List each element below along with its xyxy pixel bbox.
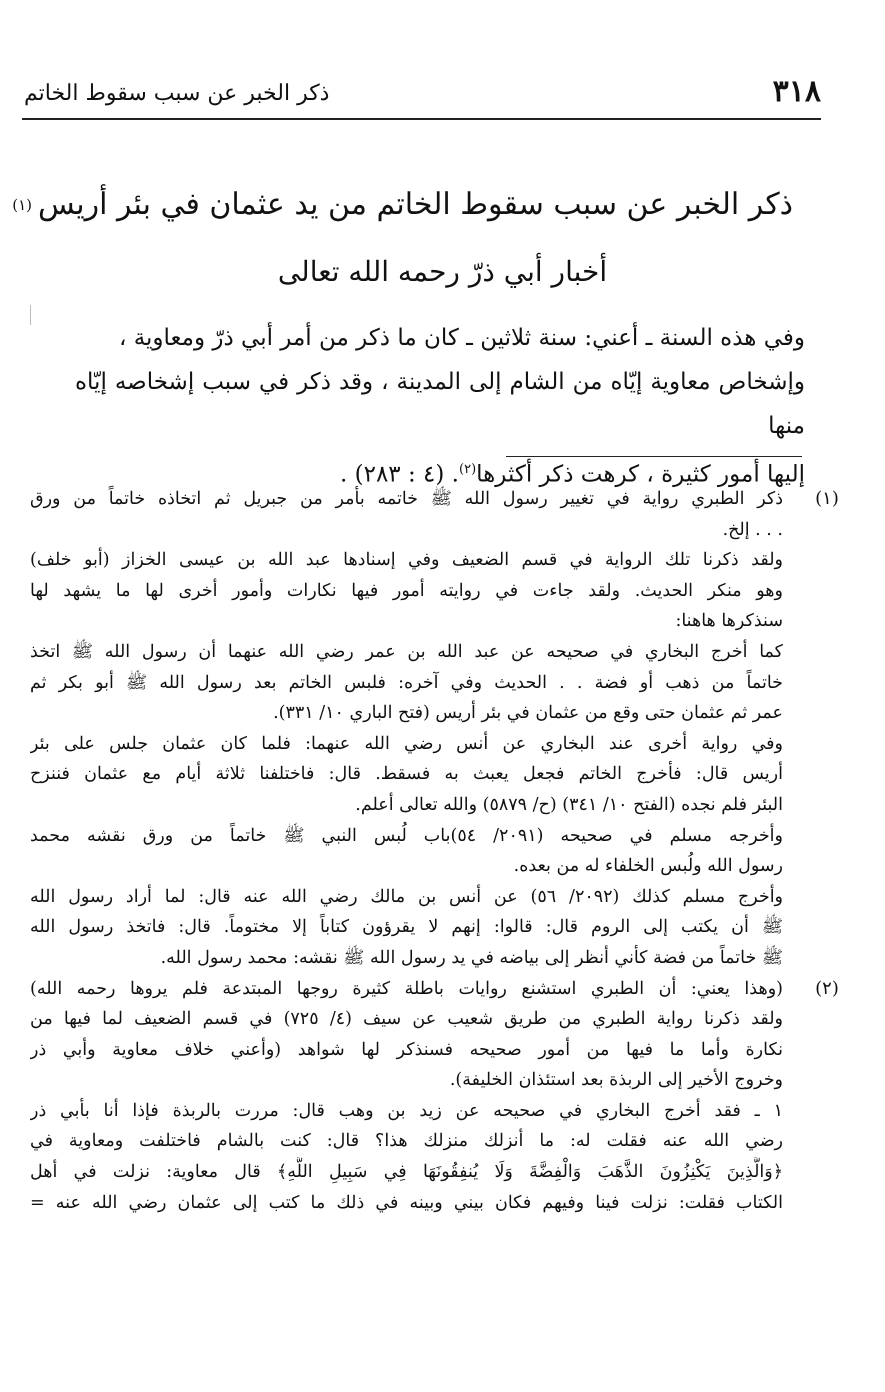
chapter-title-text: ذكر الخبر عن سبب سقوط الخاتم من يد عثمان في بئر أريس: [38, 187, 793, 222]
footnote-line: خاتماً من ذهب أو فضة . . الحديث وفي آخره: فلبس الخاتم بعد رسول الله ﷺ أبو بكر ثم: [30, 672, 783, 693]
body-footnote-ref: (٢): [459, 462, 477, 477]
footnote-separator: [506, 456, 802, 457]
footnote-line: ذكر الطبري رواية في تغيير رسول الله ﷺ خاتمه بأمر من جبريل ثم اتخاذه خاتماً من ورق: [30, 489, 783, 509]
footnotes: [30, 484, 855, 1218]
footnote-number: (٢): [815, 977, 839, 999]
footnote-line: وخروج الأخير إلى الربذة بعد استئذان الخليفة).: [449, 1070, 783, 1091]
footnote-line: سنذكرها هاهنا:: [675, 611, 783, 632]
footnote-line: . . . إلخ.: [722, 519, 783, 540]
body-line-citation: . (٤ : ٢٨٣) .: [339, 461, 459, 488]
footnote-line: ﷺ خاتماً من فضة كأني أنظر إلى بياضه في يد رسول الله ﷺ نقشه: محمد رسول الله.: [160, 947, 783, 968]
chapter-footnote-ref: (١): [12, 196, 33, 214]
chapter-title: [12, 182, 793, 228]
footnote-line: ﴿وَالَّذِينَ يَكْنِزُونَ الذَّهَبَ وَالْفِضَّةَ وَلَا يُنفِقُونَهَا فِي سَبِيلِ اللَّهِ﴾ قال معاوية: نزلت في أهل: [30, 1162, 783, 1183]
footnote-line: البئر فلم نجده (الفتح ١٠/ ٣٤١) (ح/ ٥٨٧٩) والله تعالى أعلم.: [355, 794, 783, 815]
margin-tick: [30, 305, 32, 325]
running-title: ذكر الخبر عن سبب سقوط الخاتم: [24, 81, 330, 106]
section-title: أخبار أبي ذرّ رحمه الله تعالى: [277, 255, 608, 288]
body-line-text: إليها أمور كثيرة ، كرهت ذكر أكثرها: [476, 461, 805, 488]
footnote-line: (وهذا يعني: أن الطبري استشنع روايات باطلة كثيرة روجها المبتدعة فلم يروها رحمه الله): [30, 978, 783, 999]
running-head: [24, 72, 821, 116]
body-line: وفي هذه السنة ـ أعني: سنة ثلاثين ـ كان ما ذكر من أمر أبي ذرّ ومعاوية ،: [118, 325, 805, 351]
footnote-line: نكارة وأما ما فيها من أمور صحيحه فسنذكر لها شواهد (وأعني خلاف معاوية وأبي ذر: [30, 1039, 783, 1060]
header-rule: [22, 118, 821, 120]
page-number: ٣١٨: [772, 74, 821, 109]
footnote-2: [30, 974, 855, 1219]
footnote-number: (١): [815, 488, 839, 509]
footnote-line: رسول الله ولُبس الخلفاء له من بعده.: [513, 856, 783, 877]
body-paragraph: [75, 316, 805, 497]
footnote-line: الكتاب فقلت: نزلت فينا وفيهم فكان بيني وبينه في ذلك ما كتب إلى عثمان رضي الله عنه =: [30, 1192, 783, 1213]
footnote-line: وأخرجه مسلم في صحيحه (٢٠٩١/ ٥٤)باب لُبس النبي ﷺ خاتماً من ورق نقشه محمد: [30, 825, 783, 846]
footnote-line: رضي الله عنه فقلت له: ما أنزلك منزلك هذا؟ قال: كنت بالشام فاختلفت ومعاوية في: [30, 1131, 783, 1152]
footnote-line: أريس قال: فأخرج الخاتم فجعل يعبث به فسقط. قال: فاختلفنا ثلاثة أيام مع عثمان فننزح: [30, 764, 783, 785]
footnote-line: وفي رواية أخرى عند البخاري عن أنس رضي الله عنهما: فلما كان عثمان جلس على بئر: [30, 733, 783, 754]
footnote-line: وهو منكر الحديث. ولقد جاءت في روايته أمور فيها نكارات وأمور أخرى لها ما يشهد لها: [30, 580, 783, 601]
footnote-1: [30, 484, 855, 974]
footnote-line: ١ ـ فقد أخرج البخاري في صحيحه عن زيد بن وهب قال: مررت بالربذة فإذا أنا بأبي ذر: [30, 1100, 783, 1121]
footnote-line: وأخرج مسلم كذلك (٢٠٩٢/ ٥٦) عن أنس بن مالك رضي الله عنه قال: لما أراد رسول الله: [30, 886, 783, 907]
footnote-line: ﷺ أن يكتب إلى الروم قال: قالوا: إنهم لا يقرؤون كتاباً إلا مختوماً. قال: فاتخذ رسول الله: [30, 917, 783, 938]
footnote-line: ولقد ذكرنا رواية الطبري من طريق شعيب عن سيف (٤/ ٧٢٥) في قسم الضعيف لما فيها من: [30, 1009, 783, 1030]
footnote-line: كما أخرج البخاري في صحيحه عن عبد الله بن عمر رضي الله عنهما أن رسول الله ﷺ اتخذ: [30, 641, 783, 662]
footnote-line: عمر ثم عثمان حتى وقع من عثمان في بئر أريس (فتح الباري ١٠/ ٣٣١).: [273, 703, 783, 724]
footnote-line: ولقد ذكرنا تلك الرواية في قسم الضعيف وفي إسنادها عبد الله بن عيسى الخزاز (أبو خلف): [30, 550, 783, 571]
body-line: وإشخاص معاوية إيّاه من الشام إلى المدينة ، وقد ذكر في سبب إشخاصه إيّاه منها: [75, 369, 805, 439]
